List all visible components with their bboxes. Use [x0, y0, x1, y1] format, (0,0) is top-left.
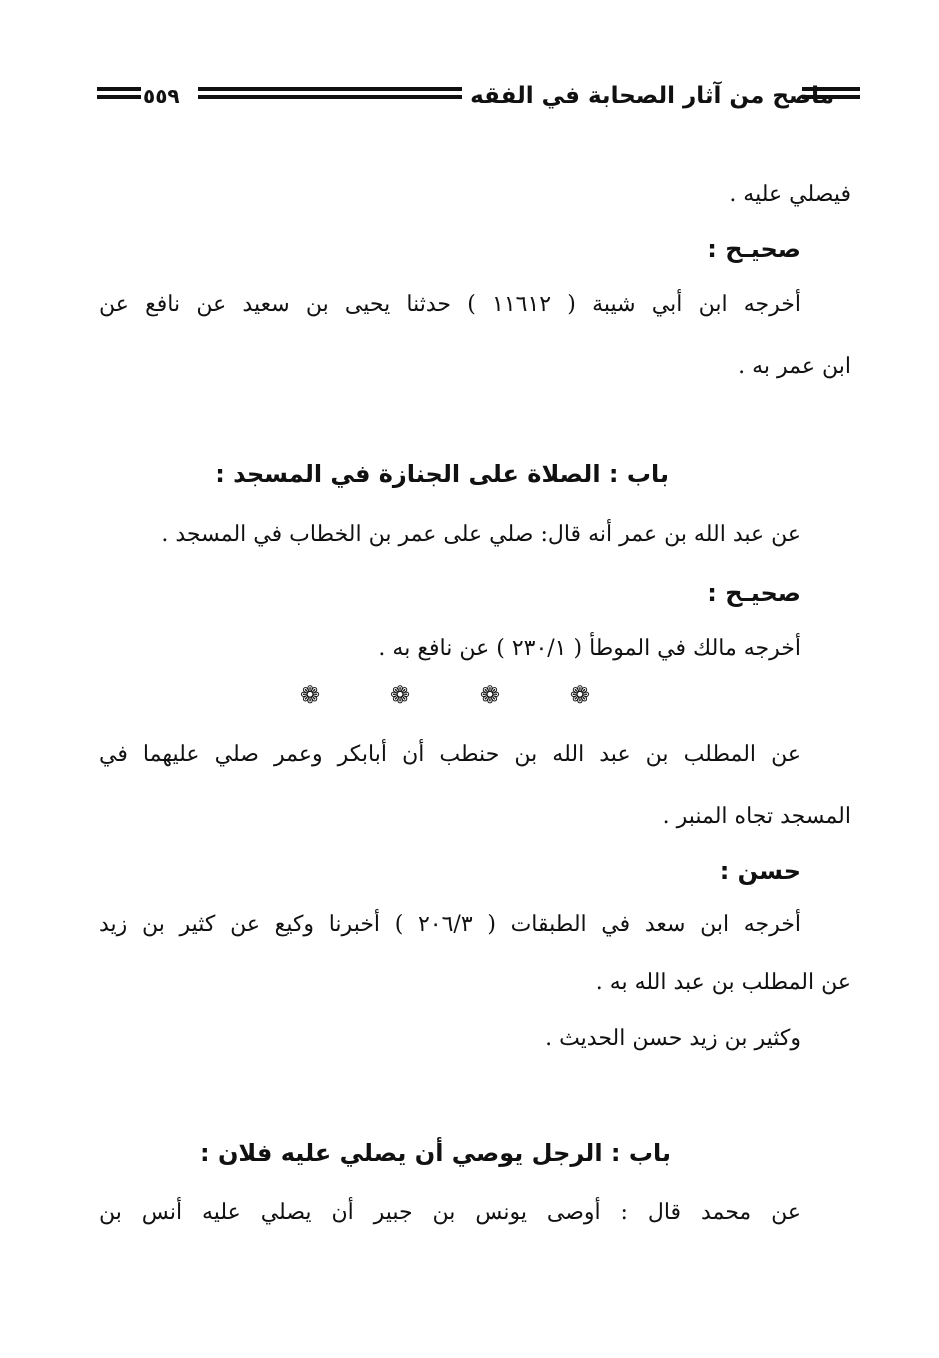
- text-line: ابن عمر به .: [738, 354, 851, 379]
- chapter-heading: باب : الصلاة على الجنازة في المسجد :: [215, 460, 669, 488]
- star-ornament-icon: ❁: [389, 681, 411, 709]
- text-line: أخرجه ابن سعد في الطبقات ( ٢٠٦/٣ ) أخبرنا وكيع عن كثير بن زيد: [99, 912, 802, 937]
- section-separator: [300, 680, 590, 710]
- star-ornament-icon: ❁: [569, 681, 590, 709]
- text-line: المسجد تجاه المنبر .: [662, 804, 851, 829]
- text-line: أخرجه مالك في الموطأ ( ٢٣٠/١ ) عن نافع به .: [378, 636, 801, 661]
- text-line: وكثير بن زيد حسن الحديث .: [545, 1026, 801, 1051]
- text-line: عن محمد قال : أوصى يونس بن جبير أن يصلي عليه أنس بن: [99, 1200, 801, 1225]
- grade-heading: صحيـح :: [707, 235, 801, 263]
- text-line: عن عبد الله بن عمر أنه قال: صلي على عمر بن الخطاب في المسجد .: [161, 522, 801, 547]
- grade-heading: حسن :: [719, 857, 801, 885]
- header-rule-middle: [198, 87, 462, 99]
- header-rule-left: [97, 87, 141, 99]
- text-line: عن المطلب بن عبد الله به .: [595, 970, 851, 995]
- star-ornament-icon: ❁: [300, 681, 321, 709]
- chapter-heading: باب : الرجل يوصي أن يصلي عليه فلان :: [199, 1139, 671, 1167]
- page-number: ٥٥٩: [143, 84, 180, 108]
- star-ornament-icon: ❁: [479, 681, 501, 709]
- text-line: فيصلي عليه .: [729, 182, 851, 207]
- grade-heading: صحيـح :: [707, 579, 801, 607]
- text-line: عن المطلب بن عبد الله بن حنطب أن أبابكر وعمر صلي عليهما في: [99, 742, 801, 767]
- running-title: ماصح من آثار الصحابة في الفقه: [470, 83, 834, 109]
- text-line: أخرجه ابن أبي شيبة ( ١١٦١٢ ) حدثنا يحيى بن سعيد عن نافع عن: [99, 292, 802, 317]
